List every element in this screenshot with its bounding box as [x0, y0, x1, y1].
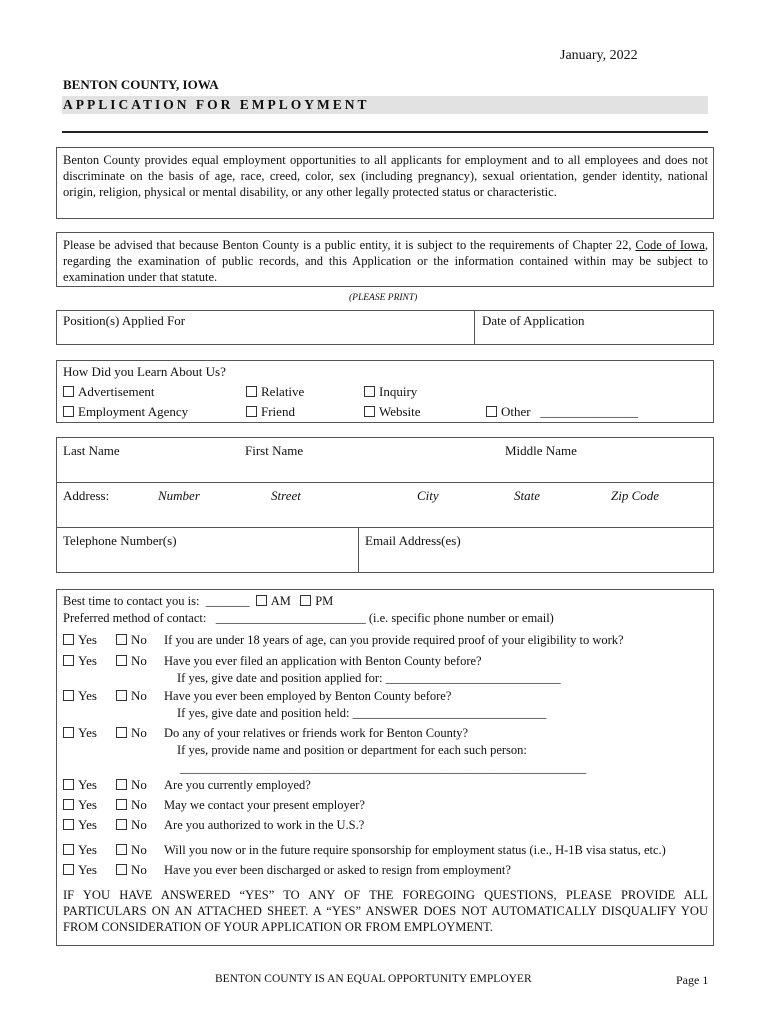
address-number-field[interactable]: Number [158, 488, 200, 503]
position-divider [474, 310, 475, 345]
address-city-field[interactable]: City [417, 488, 439, 503]
address-state-field[interactable]: State [514, 488, 540, 503]
checkbox-icon[interactable] [116, 799, 127, 810]
no-option[interactable]: No [116, 797, 147, 813]
yes-option[interactable]: Yes [63, 688, 97, 704]
checkbox-icon[interactable] [63, 634, 74, 645]
contact-divider-3 [358, 527, 359, 573]
contact-divider-1 [56, 482, 714, 483]
form-date: January, 2022 [560, 48, 638, 63]
yes-option[interactable]: Yes [63, 777, 97, 793]
yes-option[interactable]: Yes [63, 653, 97, 669]
checkbox-icon[interactable] [63, 799, 74, 810]
checkbox-icon[interactable] [486, 406, 497, 417]
first-name-field[interactable]: First Name [245, 443, 304, 458]
checkbox-icon[interactable] [63, 655, 74, 666]
checkbox-icon[interactable] [63, 690, 74, 701]
please-print: (PLEASE PRINT) [349, 293, 418, 303]
address-label: Address: [63, 488, 110, 503]
question-text: If you are under 18 years of age, can you provide required proof of your eligibility to work? [164, 633, 624, 647]
option-advertisement[interactable]: Advertisement [63, 384, 155, 400]
checkbox-icon[interactable] [116, 779, 127, 790]
date-of-application-field[interactable]: Date of Application [482, 313, 585, 328]
best-time-field[interactable]: _______ [205, 594, 250, 608]
question-followup[interactable]: If yes, provide name and position or department for each such person: [177, 743, 527, 757]
option-website[interactable]: Website [364, 404, 421, 420]
page-number: Page 1 [676, 973, 709, 987]
checkbox-icon[interactable] [63, 727, 74, 738]
question-text: Will you now or in the future require sponsorship for employment status (i.e., H-1B visa status, etc.) [164, 843, 666, 857]
public-records-notice: Please be advised that because Benton County is a public entity, it is subject to the requirements of Chapter 22, Code of Iowa, regarding the examination of public records, and this Application or the information contained within may be subject to examination under that statute. [63, 238, 708, 284]
no-option[interactable]: No [116, 817, 147, 833]
question-text: Have you ever been discharged or asked to resign from employment? [164, 863, 511, 877]
contact-box [56, 437, 714, 573]
checkbox-icon[interactable] [246, 406, 257, 417]
option-inquiry[interactable]: Inquiry [364, 384, 417, 400]
checkbox-icon[interactable] [116, 727, 127, 738]
checkbox-icon[interactable] [63, 406, 74, 417]
last-name-field[interactable]: Last Name [63, 443, 120, 458]
checkbox-icon[interactable] [116, 864, 127, 875]
option-relative[interactable]: Relative [246, 384, 304, 400]
checkbox-icon[interactable] [246, 386, 257, 397]
yes-option[interactable]: Yes [63, 862, 97, 878]
no-option[interactable]: No [116, 632, 147, 648]
telephone-field[interactable]: Telephone Number(s) [63, 533, 177, 548]
contact-divider-2 [56, 527, 714, 528]
checkbox-icon[interactable] [63, 844, 74, 855]
am-checkbox-icon[interactable] [256, 595, 267, 606]
option-friend[interactable]: Friend [246, 404, 295, 420]
checkbox-icon[interactable] [116, 819, 127, 830]
pm-checkbox-icon[interactable] [300, 595, 311, 606]
checkbox-icon[interactable] [116, 690, 127, 701]
email-field[interactable]: Email Address(es) [365, 533, 461, 548]
question-text: Have you ever been employed by Benton County before? [164, 689, 452, 703]
no-option[interactable]: No [116, 653, 147, 669]
checkbox-icon[interactable] [116, 655, 127, 666]
page-title: APPLICATION FOR EMPLOYMENT [63, 97, 370, 112]
relatives-blank[interactable]: _________________________________________________________________ [180, 761, 587, 775]
option-other[interactable]: Other _______________ [486, 404, 638, 420]
county-name: BENTON COUNTY, IOWA [63, 77, 219, 92]
question-text: May we contact your present employer? [164, 798, 365, 812]
title-divider [62, 131, 708, 133]
yes-option[interactable]: Yes [63, 725, 97, 741]
yes-option[interactable]: Yes [63, 632, 97, 648]
checkbox-icon[interactable] [364, 406, 375, 417]
no-option[interactable]: No [116, 842, 147, 858]
checkbox-icon[interactable] [63, 819, 74, 830]
checkbox-icon[interactable] [63, 864, 74, 875]
closing-statement: IF YOU HAVE ANSWERED “YES” TO ANY OF THE FOREGOING QUESTIONS, PLEASE PROVIDE ALL PARTICULARS ON AN ATTACHED SHEET. A “YES” ANSWER DOES NOT AUTOMATICALLY DISQUALIFY YOU FROM CONSIDERATION OF YOUR APPLICATION OR FROM EMPLOYMENT. [63, 888, 708, 934]
best-time-row: Best time to contact you is: _______ AM PM [63, 594, 334, 608]
footer-eeo: BENTON COUNTY IS AN EQUAL OPPORTUNITY EMPLOYER [215, 973, 532, 985]
question-text: Have you ever filed an application with Benton County before? [164, 654, 482, 668]
no-option[interactable]: No [116, 777, 147, 793]
code-of-iowa-link: Code of Iowa [635, 238, 705, 252]
learn-question: How Did you Learn About Us? [63, 364, 226, 379]
no-option[interactable]: No [116, 862, 147, 878]
question-text: Are you authorized to work in the U.S.? [164, 818, 365, 832]
question-text: Do any of your relatives or friends work for Benton County? [164, 726, 469, 740]
checkbox-icon[interactable] [63, 386, 74, 397]
checkbox-icon[interactable] [364, 386, 375, 397]
checkbox-icon[interactable] [116, 844, 127, 855]
yes-option[interactable]: Yes [63, 797, 97, 813]
checkbox-icon[interactable] [116, 634, 127, 645]
yes-option[interactable]: Yes [63, 817, 97, 833]
option-employment-agency[interactable]: Employment Agency [63, 404, 188, 420]
question-text: Are you currently employed? [164, 778, 311, 792]
address-zip-field[interactable]: Zip Code [611, 488, 660, 503]
eeo-notice: Benton County provides equal employment opportunities to all applicants for employment and to all employees and does not discriminate on the basis of age, race, creed, color, sex (including pregnancy), sexual orientation, gender identity, national origin, religion, physical or mental disability, or any other legally protected status or characteristic. [63, 153, 708, 199]
preferred-method-row: Preferred method of contact: ________________________ (i.e. specific phone number or email) [63, 611, 554, 625]
yes-option[interactable]: Yes [63, 842, 97, 858]
position-field[interactable]: Position(s) Applied For [63, 313, 186, 328]
preferred-method-field[interactable]: ________________________ [215, 611, 366, 625]
question-followup[interactable]: If yes, give date and position applied for: ____________________________ [177, 671, 561, 685]
address-street-field[interactable]: Street [271, 488, 301, 503]
no-option[interactable]: No [116, 688, 147, 704]
middle-name-field[interactable]: Middle Name [505, 443, 577, 458]
checkbox-icon[interactable] [63, 779, 74, 790]
no-option[interactable]: No [116, 725, 147, 741]
question-followup[interactable]: If yes, give date and position held: _______________________________ [177, 706, 547, 720]
